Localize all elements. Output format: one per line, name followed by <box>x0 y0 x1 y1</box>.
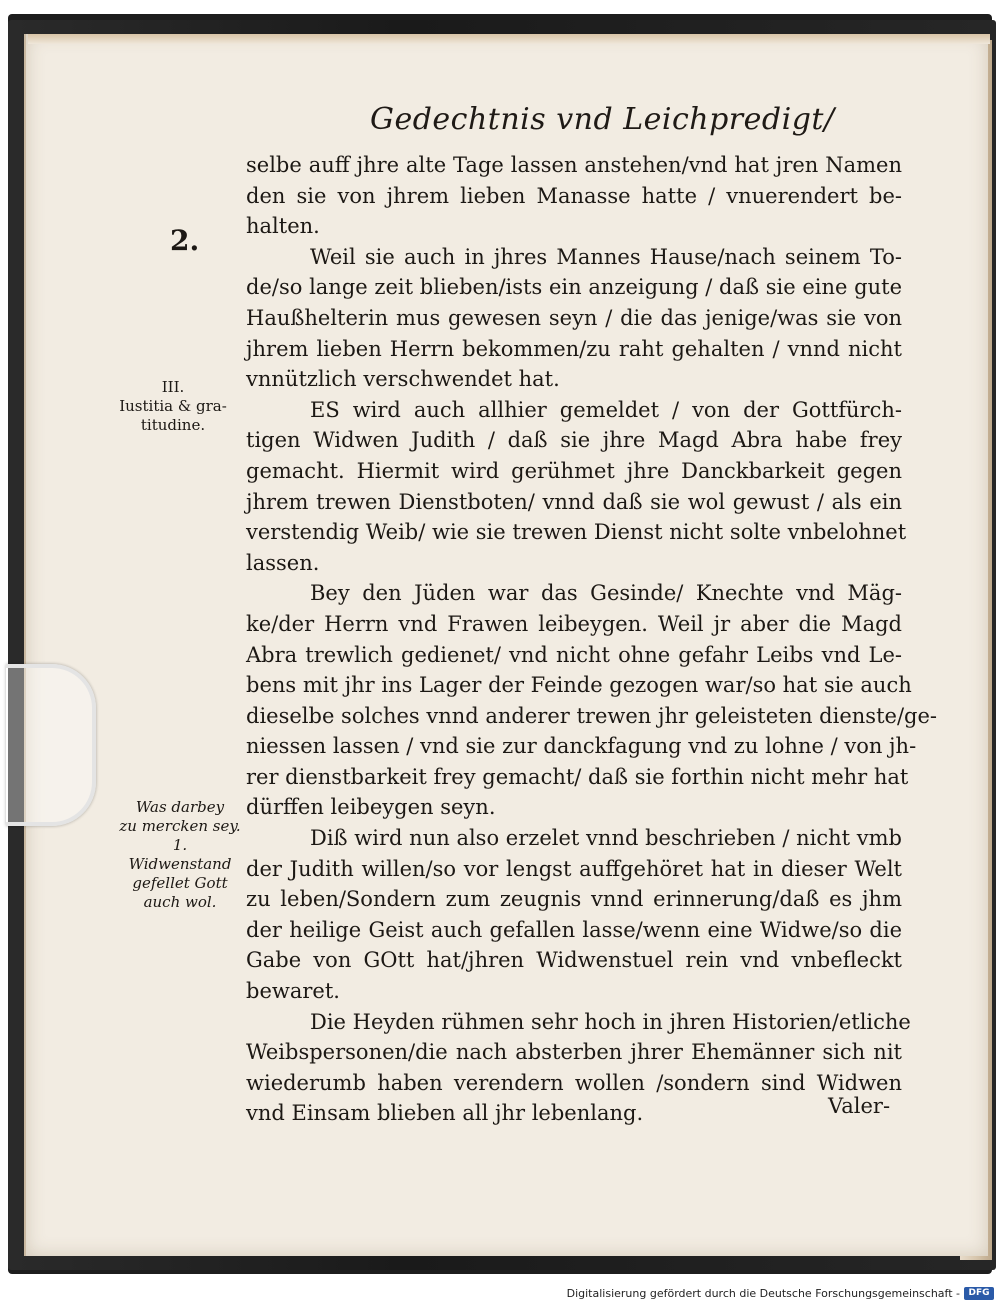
funding-credit: Digitalisierung gefördert durch die Deutsche Forschungsgemeinschaft - <box>566 1287 960 1300</box>
text-line: der heilige Geist auch gefallen lasse/wenn eine Widwe/so die <box>246 917 902 942</box>
text-line: dürffen leibeygen seyn. <box>246 795 496 820</box>
text-line: dieselbe solches vnnd anderer trewen jhr geleisteten dienste/ge- <box>246 703 937 728</box>
text-line: vnnützlich verschwendet hat. <box>246 367 560 392</box>
body-text <box>246 150 937 1129</box>
margin-note-line: zu mercken sey. <box>119 817 241 835</box>
margin-note-line: Widwenstand <box>128 855 232 873</box>
margin-note-widwenstand <box>110 798 250 912</box>
margin-note-line: Was darbey <box>135 798 225 816</box>
text-line: Weibspersonen/die nach absterben jhrer Ehemänner sich nit <box>246 1040 902 1065</box>
text-line: bens mit jhr ins Lager der Feinde gezogen war/so hat sie auch <box>246 673 912 698</box>
margin-note-line: III. <box>161 378 185 396</box>
paper-clip <box>6 664 96 826</box>
text-line: Abra trewlich gedienet/ vnd nicht ohne gefahr Leibs vnd Le- <box>246 642 902 667</box>
text-line: wiederumb haben verendern wollen /sondern sind Widwen <box>246 1070 902 1095</box>
text-line: de/so lange zeit blieben/ists ein anzeigung / daß sie eine gute <box>246 275 902 300</box>
text-line: vnd Einsam blieben all jhr lebenlang. <box>246 1101 644 1126</box>
margin-note-line: 1. <box>172 836 188 854</box>
text-line: halten. <box>246 214 320 239</box>
text-line: selbe auff jhre alte Tage lassen anstehen/vnd hat jren Namen <box>246 153 902 177</box>
running-header: Gedechtnis vnd Leichpredigt/ <box>370 102 835 137</box>
margin-note-line: titudine. <box>140 416 206 434</box>
text-line: Haußhelterin mus gewesen seyn / die das jenige/was sie von <box>246 305 902 330</box>
text-line: rer dienstbarkeit frey gemacht/ daß sie forthin nicht mehr hat <box>246 764 909 789</box>
catchword: Valer- <box>828 1094 891 1118</box>
text-line: Diß wird nun also erzelet vnnd beschrieben / nicht vmb <box>310 826 902 851</box>
text-line: verstendig Weib/ wie sie trewen Dienst nicht solte vnbelohnet <box>246 520 907 545</box>
margin-note-line: gefellet Gott <box>132 874 228 892</box>
margin-note-line: auch wol. <box>143 893 217 911</box>
text-line: Weil sie auch in jhres Mannes Hause/nach seinem To- <box>310 244 902 269</box>
text-line: Bey den Jüden war das Gesinde/ Knechte vnd Mäg- <box>310 581 902 606</box>
dfg-logo-icon: DFG <box>964 1287 994 1300</box>
text-line: ES wird auch allhier gemeldet / von der Gottfürch- <box>310 397 902 422</box>
text-line: Gabe von GOtt hat/jhren Widwenstuel rein vnd vnbefleckt <box>246 948 902 973</box>
page-top-shadow <box>28 34 990 44</box>
text-line: lassen. <box>246 550 320 575</box>
margin-note-iustitia <box>108 378 238 435</box>
margin-number: 2. <box>170 224 200 257</box>
text-line: den sie von jhrem lieben Manasse hatte / vnuerendert be- <box>246 183 902 208</box>
text-line: tigen Widwen Judith / daß sie jhre Magd Abra habe frey <box>246 428 902 453</box>
text-line: zu leben/Sondern zum zeugnis vnnd erinnerung/daß es jhm <box>246 887 902 912</box>
margin-note-line: Iustitia & gra- <box>119 397 227 415</box>
text-line: Die Heyden rühmen sehr hoch in jhren Historien/etliche <box>310 1009 911 1034</box>
text-line: der Judith willen/so vor lengst auffgehöret hat in dieser Welt <box>246 856 902 881</box>
text-line: niessen lassen / vnd sie zur danckfagung vnd zu lohne / von jh- <box>246 734 917 759</box>
footer-bar <box>0 1285 1000 1303</box>
text-line: bewaret. <box>246 979 340 1004</box>
text-line: jhrem lieben Herrn bekommen/zu raht gehalten / vnnd nicht <box>246 336 902 361</box>
text-line: gemacht. Hiermit wird gerühmet jhre Danckbarkeit gegen <box>246 458 902 483</box>
text-line: jhrem trewen Dienstboten/ vnnd daß sie wol gewust / als ein <box>246 489 902 514</box>
text-line: ke/der Herrn vnd Frawen leibeygen. Weil jr aber die Magd <box>246 611 902 636</box>
